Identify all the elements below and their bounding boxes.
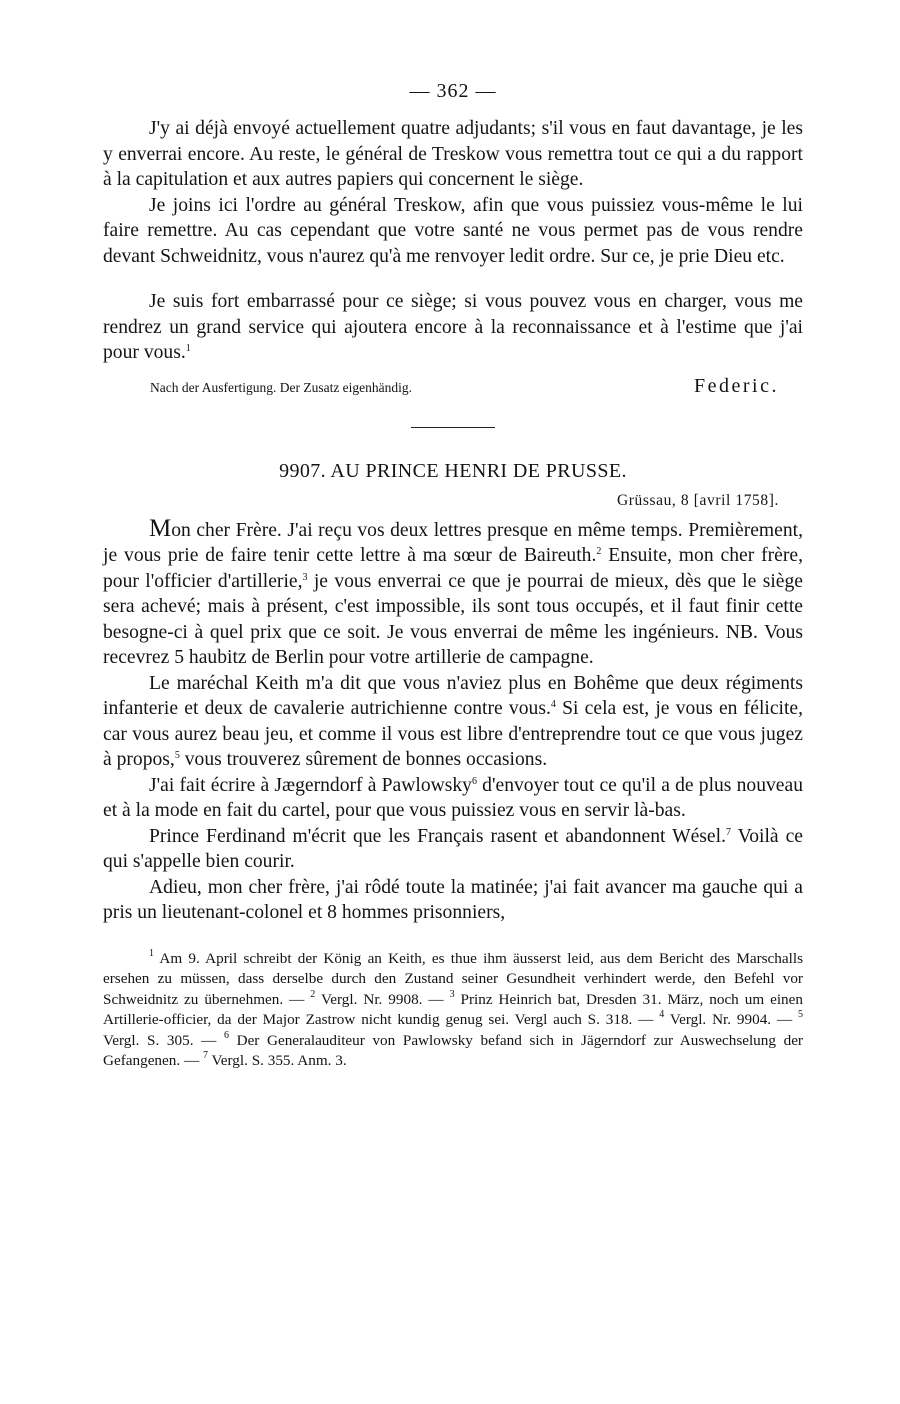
paragraph-order-treskow: Je joins ici l'ordre au général Treskow, afin que vous puissiez vous-même le lui faire remettre. Au cas cependant que votre santé ne vous permet pas de vous rendre devant Schweidnitz, vous n'aurez qu'à me renvoyer ledit ordre. Sur ce, je prie Dieu etc. bbox=[103, 194, 803, 267]
letter-text: J'ai fait écrire à Jægerndorf à Pawlowsky bbox=[149, 774, 472, 796]
letter-paragraph-2 bbox=[103, 671, 803, 773]
letter-text: Si cela est, je vous en félicite, car vous aurez beau jeu, et comme il vous est libre d'entreprendre tout ce que vous jugez à propos, bbox=[103, 698, 804, 770]
footnote-text: Der Generalauditeur von Pawlowsky befand sich in Jägerndorf zur Auswechselung der Gefangenen. — bbox=[103, 1031, 803, 1069]
page-number: — 362 — bbox=[409, 80, 497, 102]
footnote-ref: 4 bbox=[550, 699, 556, 710]
footnote-ref: 3 bbox=[302, 571, 308, 583]
footnote-text: Vergl. Nr. 9908. — bbox=[315, 990, 450, 1008]
footnote-number: 1 bbox=[149, 947, 154, 959]
dateline-place: Grüssau, bbox=[616, 491, 677, 509]
paragraph-gap bbox=[103, 269, 803, 289]
document-page bbox=[103, 80, 803, 1072]
letter-paragraph-1 bbox=[103, 516, 803, 671]
letter-text: vous trouverez sûrement de bonnes occasions. bbox=[179, 749, 548, 770]
letter-paragraph-3 bbox=[103, 773, 803, 824]
footnote-number: 3 bbox=[449, 988, 455, 1000]
footnote-number: 7 bbox=[202, 1050, 208, 1061]
footnote-ref: 7 bbox=[725, 826, 731, 838]
initial-letter: M bbox=[149, 514, 172, 542]
footnote-text: Vergl. S. 305. — bbox=[103, 1031, 224, 1049]
letter-text: on cher Frère. J'ai reçu vos deux lettres presque en même temps. Premièrement, je vous prie de faire tenir cette lettre à ma sœur de Baireuth. bbox=[103, 519, 803, 566]
letter-paragraph-5: Adieu, mon cher frère, j'ai rôdé toute la matinée; j'ai fait avancer ma gauche qui a pris un lieutenant-colonel et 8 hommes prisonniers, bbox=[103, 876, 803, 923]
letter-paragraph-4 bbox=[103, 824, 803, 875]
dateline-date: 8 [avril 1758]. bbox=[676, 491, 779, 509]
signature: Federic. bbox=[694, 374, 779, 397]
dateline bbox=[103, 492, 779, 510]
postscript-paragraph bbox=[103, 289, 803, 366]
paragraph-adjudants: J'y ai déjà envoyé actuellement quatre adjudants; s'il vous en faut davantage, je les y enverrai encore. Au reste, le général de Treskow vous remettra tout ce qui a du rapport à la capitulation et aux autres papiers qui concernent le siège. bbox=[103, 118, 803, 190]
footnote-text: Prinz Heinrich bat, Dresden 31. März, noch um einen Artillerie-officier, da der Major Zastrow nicht kundig genug sei. Vergl auch S. 318. — bbox=[103, 990, 803, 1028]
footnote-ref: 1 bbox=[185, 343, 191, 354]
footnote-number: 6 bbox=[223, 1029, 229, 1041]
letter-text: je vous enverrai ce que je pourrai de mieux, dès que le siège sera achevé; mais à présent, c'est impossible, ils sont tous occupés, et il faut finir cette besogne-ci à quel prix que ce soit. Je vous enverrai de même les ingénieurs. NB. Vous recevrez 5 haubitz de Berlin pour votre artillerie de campagne. bbox=[103, 570, 803, 668]
letter-text: Ensuite, mon cher frère, pour l'officier d'artillerie, bbox=[103, 545, 803, 592]
footnote-text: Vergl. S. 355. Anm. 3. bbox=[207, 1052, 347, 1069]
letter-heading: 9907. AU PRINCE HENRI DE PRUSSE. bbox=[279, 459, 627, 482]
letter-text: Le maréchal Keith m'a dit que vous n'aviez plus en Bohême que deux régiments infanterie et deux de cavalerie autrichienne contre vous. bbox=[103, 672, 803, 719]
signature-row bbox=[103, 375, 803, 398]
footnote-number: 4 bbox=[659, 1009, 665, 1020]
source-note: Nach der Ausfertigung. Der Zusatz eigenhändig. bbox=[150, 379, 413, 395]
footnote-text: Am 9. April schreibt der König an Keith, es thue ihm äusserst leid, aus dem Bericht des Marschalls ersehen zu müssen, dass derselbe durch den Zustand seiner Gesundheit verhindert werde, den Befehl vor Schweidnitz zu übernehmen. — bbox=[103, 949, 803, 1008]
footnote-ref: 5 bbox=[174, 750, 180, 761]
footnote-number: 2 bbox=[310, 988, 316, 1000]
footnotes bbox=[103, 949, 803, 1072]
footnote-number: 5 bbox=[797, 1009, 803, 1020]
letter-text: Voilà ce qui s'appelle bien courir. bbox=[103, 825, 803, 872]
letter-text: Prince Ferdinand m'écrit que les Français rasent et abandonnent Wésel. bbox=[149, 825, 726, 847]
footnote-text: Vergl. Nr. 9904. — bbox=[664, 1011, 798, 1028]
letter-text: d'envoyer tout ce qu'il a de plus nouveau et à la mode en fait du cartel, pour que vous puissiez vous en servir là-bas. bbox=[103, 774, 803, 821]
footnote-ref: 2 bbox=[596, 546, 602, 557]
footnote-ref: 6 bbox=[471, 775, 477, 787]
postscript-text: Je suis fort embarrassé pour ce siège; si vous pouvez vous en charger, vous me rendrez un grand service qui ajoutera encore à la reconnaissance et à l'estime que j'ai pour vous. bbox=[103, 291, 803, 363]
section-separator bbox=[411, 427, 495, 428]
